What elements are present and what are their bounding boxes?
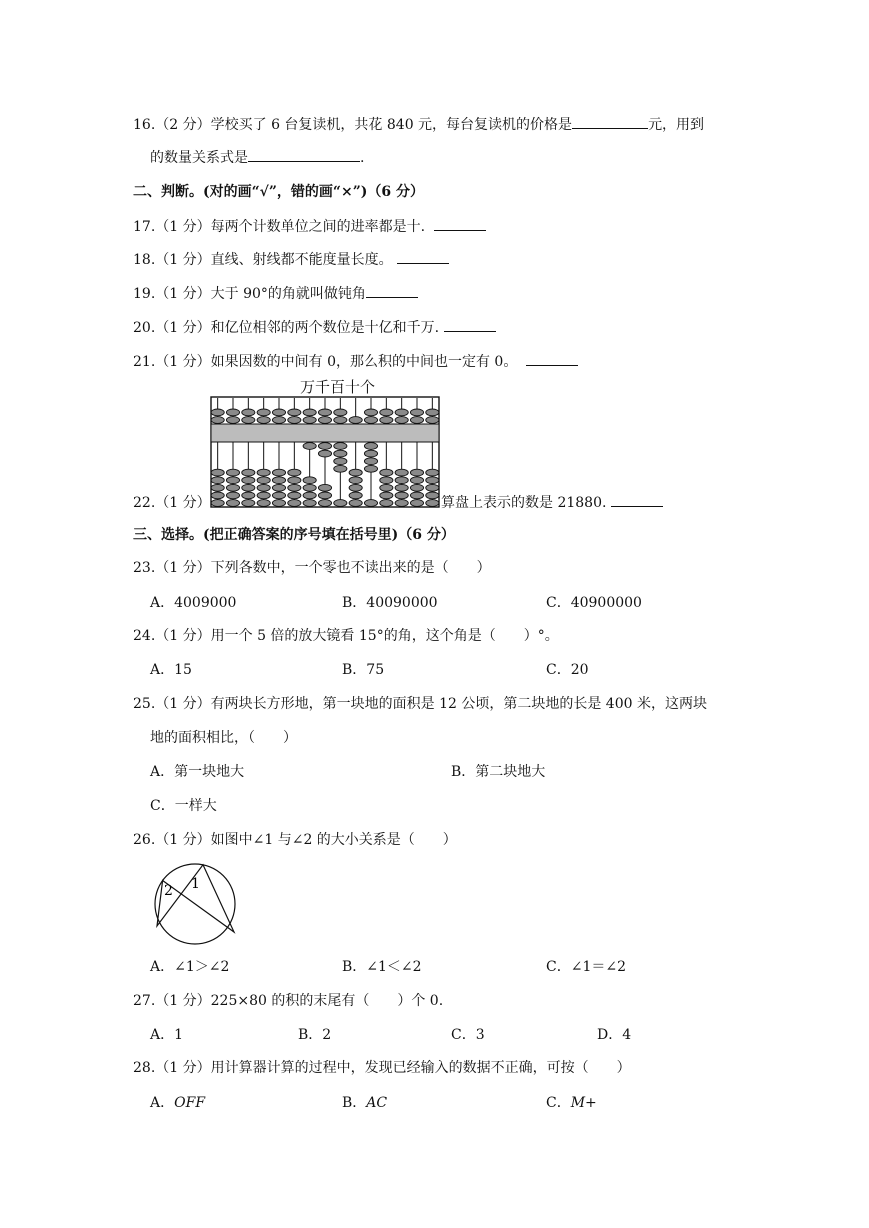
question-27: 27.（1 分）225×80 的积的末尾有（ ）个 0.: [133, 993, 444, 1009]
answer-blank[interactable]: [611, 492, 663, 507]
option-a[interactable]: A．1: [150, 1027, 184, 1043]
abacus-bead: [410, 477, 423, 484]
abacus-bead: [242, 492, 255, 499]
abacus-bead: [257, 417, 270, 424]
option-a[interactable]: A．OFF: [150, 1095, 206, 1111]
question-25-line2: 地的面积相比，（ ）: [150, 730, 297, 746]
m-plus-key-label: M+: [570, 1095, 597, 1111]
question-21: 21.（1 分）如果因数的中间有 0，那么积的中间也一定有 0。: [133, 351, 578, 371]
abacus-bead: [395, 417, 408, 424]
abacus-bead: [395, 492, 408, 499]
abacus-bead: [410, 417, 423, 424]
abacus-bead: [226, 469, 239, 476]
abacus-bead: [410, 500, 423, 507]
option-c[interactable]: C．一样大: [150, 798, 217, 814]
abacus-bead: [318, 417, 331, 424]
question-20: 20.（1 分）和亿位相邻的两个数位是十亿和千万.: [133, 317, 496, 337]
angle-2-label: 2: [164, 883, 173, 899]
abacus-bead: [380, 417, 393, 424]
option-c[interactable]: C．M+: [546, 1095, 597, 1111]
answer-blank[interactable]: [444, 317, 496, 332]
abacus-bead: [364, 458, 377, 465]
abacus-bead: [380, 469, 393, 476]
abacus-bead: [242, 500, 255, 507]
question-25-line1: 25.（1 分）有两块长方形地，第一块地的面积是 12 公顷，第二块地的长是 400 米，这两块: [133, 696, 707, 712]
abacus-bead: [395, 469, 408, 476]
abacus-bead: [272, 492, 285, 499]
option-c[interactable]: C．∠1＝∠2: [546, 959, 626, 975]
answer-blank[interactable]: [366, 283, 418, 298]
abacus-bead: [349, 417, 362, 424]
abacus-beam: [211, 424, 439, 442]
answer-blank[interactable]: [397, 249, 449, 264]
abacus-bead: [257, 500, 270, 507]
abacus-bead: [410, 484, 423, 491]
abacus-bead: [288, 484, 301, 491]
question-26: 26.（1 分）如图中∠1 与∠2 的大小关系是（ ）: [133, 832, 457, 848]
option-b[interactable]: B．∠1＜∠2: [342, 959, 422, 975]
abacus-bead: [318, 443, 331, 450]
abacus-bead: [364, 465, 377, 472]
abacus-bead: [395, 484, 408, 491]
answer-blank[interactable]: [526, 351, 578, 366]
abacus-bead: [211, 469, 224, 476]
abacus-bead: [211, 417, 224, 424]
abacus-bead: [211, 409, 224, 416]
question-23: 23.（1 分）下列各数中，一个零也不读出来的是（ ）: [133, 560, 491, 576]
abacus-bead: [410, 469, 423, 476]
abacus-bead: [288, 477, 301, 484]
abacus-bead: [426, 477, 439, 484]
abacus-bead: [318, 492, 331, 499]
abacus-bead: [395, 500, 408, 507]
option-a[interactable]: A．第一块地大: [150, 764, 245, 780]
abacus-bead: [272, 469, 285, 476]
abacus-bead: [380, 409, 393, 416]
abacus-bead: [257, 484, 270, 491]
abacus-bead: [211, 500, 224, 507]
abacus-bead: [272, 417, 285, 424]
abacus-bead: [272, 477, 285, 484]
abacus-bead: [272, 500, 285, 507]
abacus-bead: [334, 417, 347, 424]
option-b[interactable]: B．AC: [342, 1095, 388, 1111]
abacus-bead: [288, 492, 301, 499]
abacus-bead: [242, 469, 255, 476]
abacus-bead: [364, 500, 377, 507]
off-key-label: OFF: [174, 1095, 206, 1111]
option-c[interactable]: C．3: [451, 1027, 485, 1043]
abacus-bead: [257, 477, 270, 484]
abacus-bead: [334, 450, 347, 457]
abacus-bead: [318, 500, 331, 507]
abacus-bead: [257, 492, 270, 499]
abacus-bead: [318, 409, 331, 416]
section-title-choice: 三、选择。(把正确答案的序号填在括号里)（6 分）: [133, 527, 455, 543]
option-c[interactable]: C．40900000: [546, 595, 642, 611]
abacus-bead: [364, 443, 377, 450]
abacus-bead: [364, 417, 377, 424]
abacus-bead: [349, 469, 362, 476]
abacus-bead: [426, 500, 439, 507]
abacus-bead: [226, 477, 239, 484]
abacus-bead: [410, 492, 423, 499]
question-28: 28.（1 分）用计算器计算的过程中，发现已经输入的数据不正确，可按（ ）: [133, 1060, 631, 1076]
abacus-bead: [242, 477, 255, 484]
abacus-bead: [318, 450, 331, 457]
abacus-bead: [426, 417, 439, 424]
abacus-bead: [257, 469, 270, 476]
abacus-bead: [426, 492, 439, 499]
abacus-bead: [334, 458, 347, 465]
abacus-bead: [211, 492, 224, 499]
abacus-bead: [226, 492, 239, 499]
option-a[interactable]: A．4009000: [150, 595, 237, 611]
abacus-header: 万千百十个: [300, 378, 376, 396]
abacus-bead: [334, 465, 347, 472]
question-18: 18.（1 分）直线、射线都不能度量长度。: [133, 249, 449, 269]
question-22-text: 算盘上表示的数是 21880.: [441, 492, 663, 512]
option-d[interactable]: D．4: [597, 1027, 632, 1043]
question-22-prefix: 22.（1 分）: [133, 495, 211, 511]
question-16-line1: 16.（2 分）学校买了 6 台复读机，共花 840 元，每台复读机的价格是 元，用到: [133, 114, 704, 134]
abacus-bead: [426, 469, 439, 476]
abacus-bead: [303, 477, 316, 484]
abacus-bead: [364, 450, 377, 457]
abacus-bead: [257, 409, 270, 416]
question-19: 19.（1 分）大于 90°的角就叫做钝角: [133, 283, 418, 303]
abacus-bead: [410, 409, 423, 416]
abacus-bead: [395, 477, 408, 484]
abacus-bead: [395, 409, 408, 416]
abacus-bead: [303, 443, 316, 450]
abacus-bead: [380, 477, 393, 484]
option-c[interactable]: C．20: [546, 662, 589, 678]
abacus-bead: [288, 500, 301, 507]
option-b[interactable]: B．第二块地大: [451, 764, 546, 780]
answer-blank[interactable]: [434, 216, 486, 231]
abacus-bead: [380, 500, 393, 507]
angle-1-label: 1: [191, 876, 200, 892]
abacus-bead: [380, 484, 393, 491]
abacus-bead: [303, 492, 316, 499]
section-title-judgment: 二、判断。(对的画“√”，错的画“×”)（6 分）: [133, 184, 425, 200]
option-a[interactable]: A．∠1＞∠2: [150, 959, 230, 975]
abacus-bead: [303, 484, 316, 491]
abacus-bead: [272, 409, 285, 416]
abacus-bead: [318, 484, 331, 491]
abacus-bead: [426, 409, 439, 416]
ac-key-label: AC: [366, 1095, 388, 1111]
abacus-bead: [272, 484, 285, 491]
option-a[interactable]: A．15: [150, 662, 192, 678]
abacus-bead: [364, 409, 377, 416]
abacus-bead: [349, 477, 362, 484]
circle-angle-figure: [148, 860, 242, 946]
abacus-bead: [226, 500, 239, 507]
abacus-bead: [334, 409, 347, 416]
abacus-bead: [226, 417, 239, 424]
abacus-bead: [288, 417, 301, 424]
option-b[interactable]: B．40090000: [342, 595, 438, 611]
abacus-bead: [303, 409, 316, 416]
abacus-bead: [226, 409, 239, 416]
abacus-bead: [303, 500, 316, 507]
question-17: 17.（1 分）每两个计数单位之间的进率都是十.: [133, 216, 486, 236]
abacus-bead: [426, 484, 439, 491]
abacus-bead: [242, 417, 255, 424]
abacus-bead: [242, 409, 255, 416]
abacus-bead: [380, 492, 393, 499]
question-24: 24.（1 分）用一个 5 倍的放大镜看 15°的角，这个角是（ ）°。: [133, 628, 559, 644]
abacus-bead: [288, 409, 301, 416]
abacus-bead: [349, 500, 362, 507]
abacus-bead: [211, 484, 224, 491]
answer-blank[interactable]: [248, 147, 360, 162]
abacus-bead: [349, 484, 362, 491]
abacus-bead: [349, 492, 362, 499]
abacus-bead: [334, 500, 347, 507]
answer-blank[interactable]: [572, 114, 648, 129]
option-b[interactable]: B．2: [298, 1027, 332, 1043]
option-b[interactable]: B．75: [342, 662, 385, 678]
abacus-bead: [303, 417, 316, 424]
question-16-line2: 的数量关系式是 .: [150, 147, 364, 167]
abacus-bead: [288, 469, 301, 476]
abacus-bead: [226, 484, 239, 491]
abacus-bead: [211, 477, 224, 484]
abacus-bead: [242, 484, 255, 491]
abacus-bead: [334, 443, 347, 450]
abacus-figure: [210, 396, 440, 508]
